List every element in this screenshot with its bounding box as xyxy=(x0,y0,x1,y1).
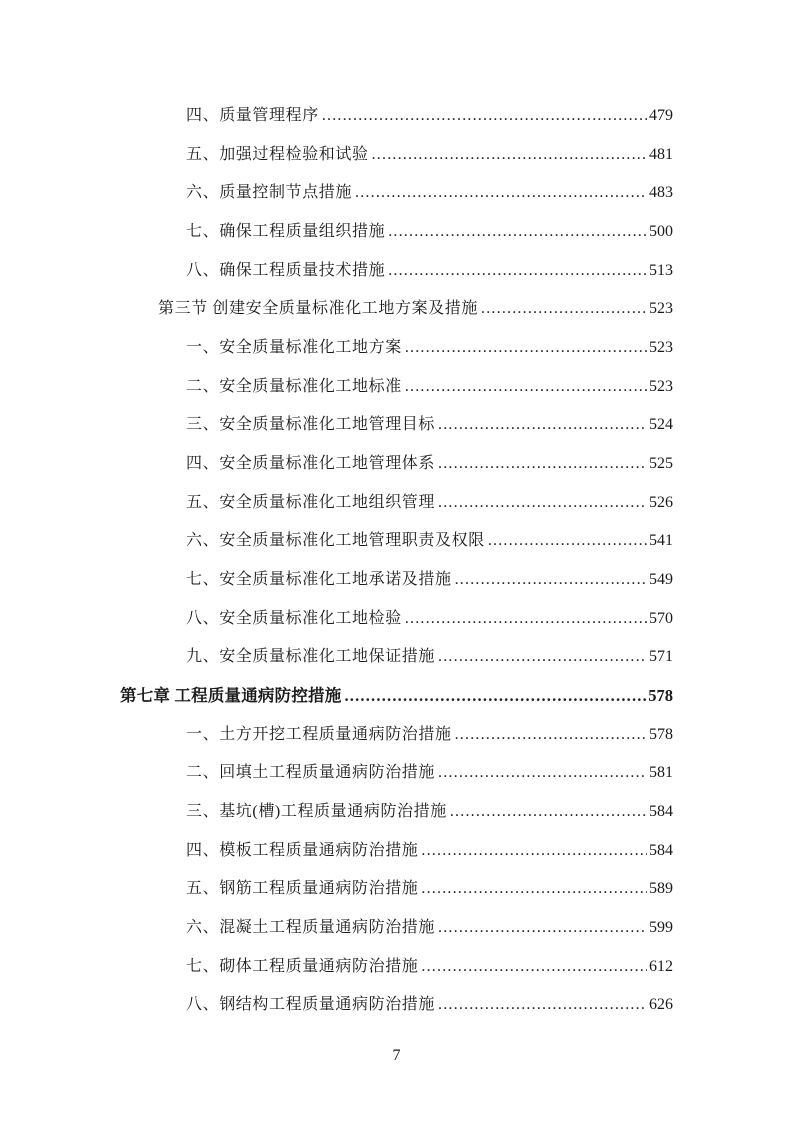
toc-entry-title: 八、安全质量标准化工地检验 xyxy=(186,610,402,627)
toc-entry-title: 四、质量管理程序 xyxy=(186,107,319,124)
toc-entry-page: 571 xyxy=(649,648,673,665)
dot-leader xyxy=(405,336,647,360)
toc-entry-page: 523 xyxy=(649,378,673,395)
toc-entry-page: 612 xyxy=(649,958,673,975)
toc-entry-page: 523 xyxy=(649,339,673,356)
toc-entry-title: 六、质量控制节点措施 xyxy=(186,184,353,201)
toc-entry-page: 523 xyxy=(649,300,673,317)
toc-chapter-entry[interactable] xyxy=(120,684,673,708)
toc-entry-title: 六、混凝土工程质量通病防治措施 xyxy=(186,919,436,936)
toc-entry-title: 四、安全质量标准化工地管理体系 xyxy=(186,455,436,472)
dot-leader xyxy=(388,259,647,283)
dot-leader xyxy=(438,491,647,515)
toc-entry-page: 524 xyxy=(649,416,673,433)
toc-entry-page: 541 xyxy=(649,532,673,549)
toc-entry-page: 626 xyxy=(649,996,673,1013)
toc-entry-page: 513 xyxy=(649,262,673,279)
page-number: 7 xyxy=(392,1047,401,1064)
toc-entry[interactable] xyxy=(186,259,673,283)
dot-leader xyxy=(421,877,647,901)
dot-leader xyxy=(344,684,646,708)
toc-entry-title: 二、安全质量标准化工地标准 xyxy=(186,378,402,395)
toc-entry[interactable] xyxy=(186,529,673,553)
toc-entry[interactable] xyxy=(186,723,673,747)
toc-entry[interactable] xyxy=(186,220,673,244)
toc-entry-page: 581 xyxy=(649,764,673,781)
dot-leader xyxy=(438,413,647,437)
toc-entry[interactable] xyxy=(186,568,673,592)
dot-leader xyxy=(455,568,647,592)
toc-entry-page: 483 xyxy=(649,184,673,201)
toc-entry[interactable] xyxy=(186,645,673,669)
toc-entry-page: 479 xyxy=(649,107,673,124)
dot-leader xyxy=(421,955,647,979)
toc-entry[interactable] xyxy=(186,181,673,205)
toc-entry[interactable] xyxy=(186,916,673,940)
toc-entry-title: 七、砌体工程质量通病防治措施 xyxy=(186,958,419,975)
toc-entry[interactable] xyxy=(186,413,673,437)
toc-entry-page: 549 xyxy=(649,571,673,588)
dot-leader xyxy=(388,220,647,244)
dot-leader xyxy=(421,839,647,863)
dot-leader xyxy=(481,297,647,321)
dot-leader xyxy=(372,143,647,167)
toc-entry-title: 九、安全质量标准化工地保证措施 xyxy=(186,648,436,665)
dot-leader xyxy=(438,645,647,669)
toc-entry-page: 599 xyxy=(649,919,673,936)
toc-entry-title: 七、安全质量标准化工地承诺及措施 xyxy=(186,571,452,588)
toc-entry-page: 525 xyxy=(649,455,673,472)
dot-leader xyxy=(438,993,647,1017)
toc-entry-title: 四、模板工程质量通病防治措施 xyxy=(186,842,419,859)
toc-entry-title: 一、土方开挖工程质量通病防治措施 xyxy=(186,726,452,743)
toc-entry-page: 584 xyxy=(649,803,673,820)
toc-entry-title: 五、钢筋工程质量通病防治措施 xyxy=(186,880,419,897)
toc-entry[interactable] xyxy=(186,839,673,863)
toc-entry[interactable] xyxy=(186,452,673,476)
toc-entry-title: 三、基坑(槽)工程质量通病防治措施 xyxy=(186,803,447,820)
toc-entry-title: 七、确保工程质量组织措施 xyxy=(186,223,386,240)
toc-entry[interactable] xyxy=(186,607,673,631)
toc-entry-title: 六、安全质量标准化工地管理职责及权限 xyxy=(186,532,485,549)
toc-entry[interactable] xyxy=(186,761,673,785)
toc-entry-title: 一、安全质量标准化工地方案 xyxy=(186,339,402,356)
toc-entry-title: 第七章 工程质量通病防控措施 xyxy=(120,686,342,705)
toc-entry[interactable] xyxy=(186,375,673,399)
toc-entry[interactable] xyxy=(186,993,673,1017)
toc-entry[interactable] xyxy=(186,336,673,360)
toc-entry[interactable] xyxy=(186,491,673,515)
dot-leader xyxy=(405,375,647,399)
dot-leader xyxy=(488,529,647,553)
dot-leader xyxy=(438,916,647,940)
toc-entry[interactable] xyxy=(186,104,673,128)
toc-entry-title: 五、安全质量标准化工地组织管理 xyxy=(186,494,436,511)
dot-leader xyxy=(355,181,647,205)
toc-entry-page: 589 xyxy=(649,880,673,897)
toc-entry-title: 八、确保工程质量技术措施 xyxy=(186,262,386,279)
toc-entry-page: 481 xyxy=(649,146,673,163)
toc-entry-title: 三、安全质量标准化工地管理目标 xyxy=(186,416,436,433)
toc-entry[interactable] xyxy=(186,877,673,901)
dot-leader xyxy=(438,452,647,476)
toc-entry-title: 二、回填土工程质量通病防治措施 xyxy=(186,764,436,781)
dot-leader xyxy=(450,800,647,824)
toc-entry[interactable] xyxy=(186,800,673,824)
toc-entry-page: 584 xyxy=(649,842,673,859)
toc-section-entry[interactable] xyxy=(158,297,673,321)
dot-leader xyxy=(455,723,647,747)
dot-leader xyxy=(438,761,647,785)
toc-entry-page: 500 xyxy=(649,223,673,240)
toc-entry-page: 578 xyxy=(649,726,673,743)
toc-entry-page: 526 xyxy=(649,494,673,511)
toc-entry-title: 第三节 创建安全质量标准化工地方案及措施 xyxy=(158,300,479,317)
dot-leader xyxy=(322,104,647,128)
toc-entry-title: 八、钢结构工程质量通病防治措施 xyxy=(186,996,436,1013)
toc-entry-page: 578 xyxy=(648,686,673,705)
dot-leader xyxy=(405,607,647,631)
toc-entry-title: 五、加强过程检验和试验 xyxy=(186,146,369,163)
toc-entry-page: 570 xyxy=(649,610,673,627)
toc-entry[interactable] xyxy=(186,143,673,167)
toc-entry[interactable] xyxy=(186,955,673,979)
